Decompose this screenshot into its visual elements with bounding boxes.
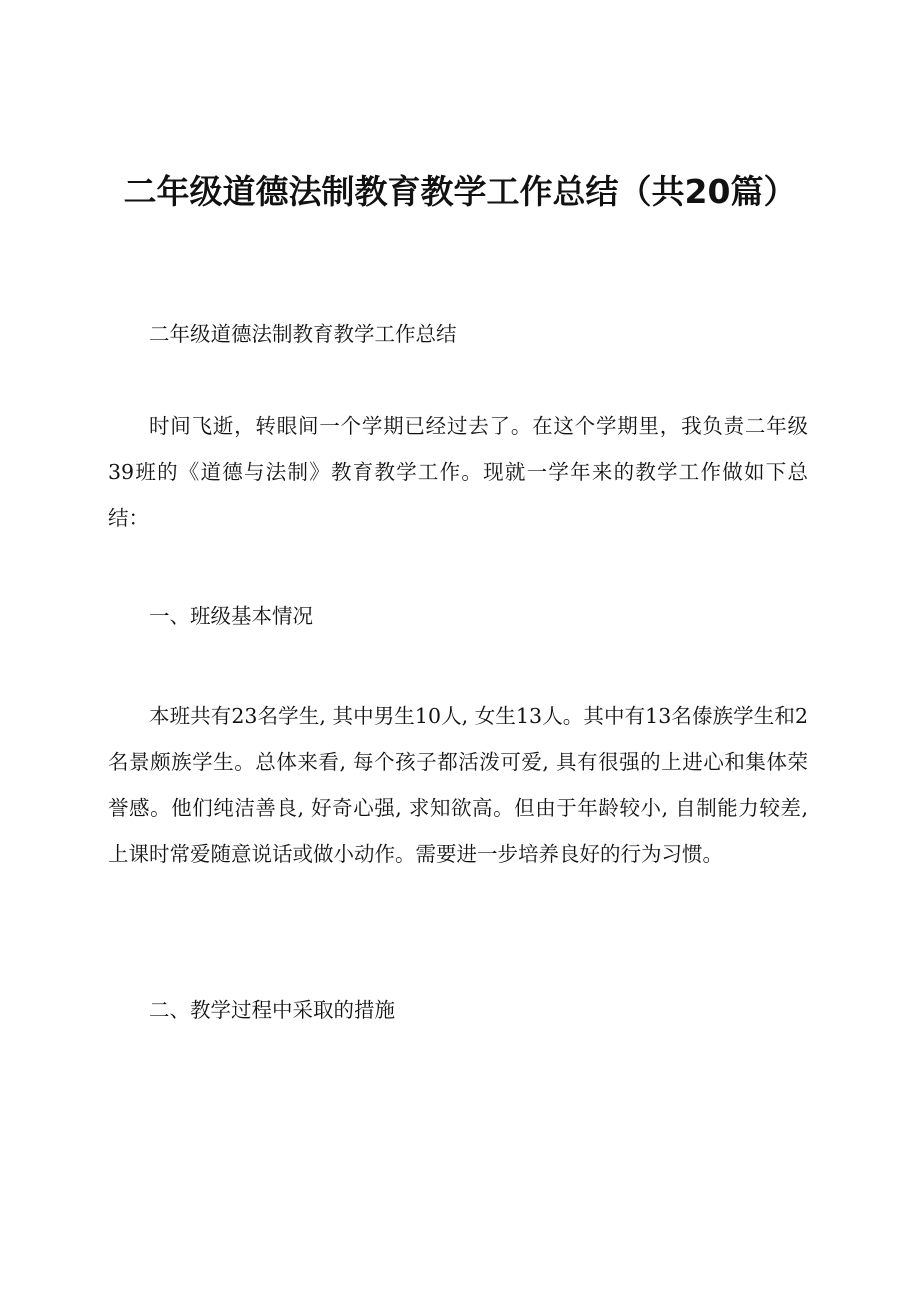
document-title: 二年级道德法制教育教学工作总结（共20篇）	[123, 172, 797, 211]
document-subtitle: 二年级道德法制教育教学工作总结	[149, 322, 457, 346]
section-body-class-info: 本班共有23名学生, 其中男生10人, 女生13人。其中有13名傣族学生和2名景颇族学生。总体来看, 每个孩子都活泼可爱, 具有很强的上进心和集体荣誉感。他们纯洁善良, 好奇心强, 求知欲高。但由于年龄较小, 自制能力较差, 上课时常爱随意说话或做小动作。需要进一步培养良好的行为习惯。	[108, 704, 808, 866]
intro-paragraph: 时间飞逝，转眼间一个学期已经过去了。在这个学期里，我负责二年级39班的《道德与法制》教育教学工作。现就一学年来的教学工作做如下总结：	[108, 414, 808, 530]
section-heading-measures: 二、教学过程中采取的措施	[149, 998, 395, 1022]
section-heading-class-info: 一、班级基本情况	[149, 604, 313, 628]
